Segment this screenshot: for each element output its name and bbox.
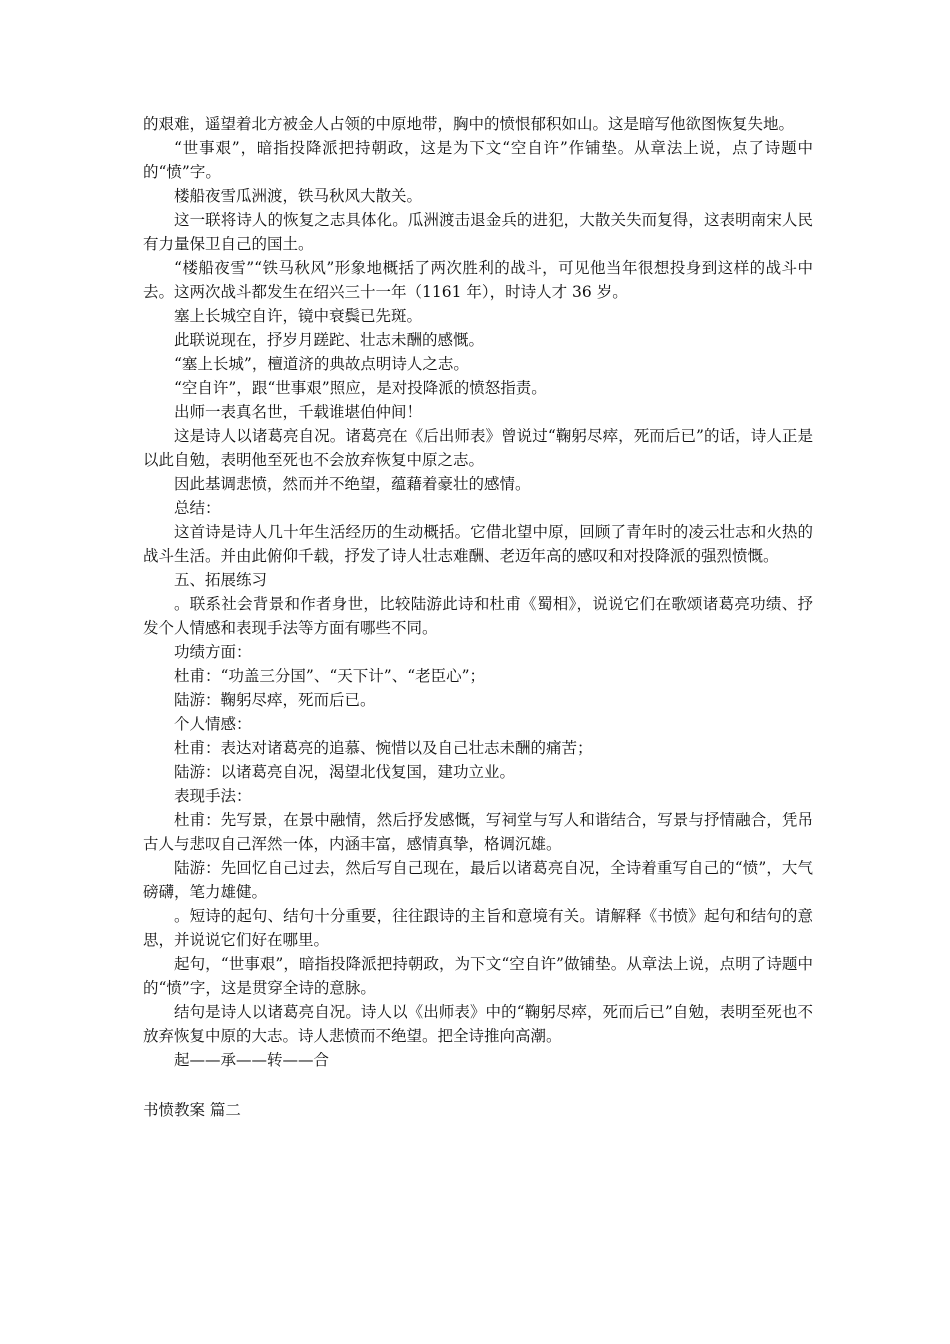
- paragraph: 陆游：先回忆自己过去，然后写自己现在，最后以诸葛亮自况，全诗着重写自己的“愤”，大气磅礴，笔力雄健。: [143, 859, 813, 901]
- paragraph: 出师一表真名世，千载谁堪伯仲间！: [174, 403, 423, 421]
- paragraph: 总结：: [174, 499, 221, 517]
- paragraph: 陆游：以诸葛亮自况，渴望北伐复国，建功立业。: [174, 763, 516, 781]
- section-heading: 书愤教案 篇二: [143, 1101, 241, 1119]
- paragraph: 杜甫：表达对诸葛亮的追慕、惋惜以及自己壮志未酬的痛苦；: [174, 739, 593, 757]
- paragraph: 五、拓展练习: [174, 571, 268, 589]
- paragraph: 楼船夜雪瓜洲渡，铁马秋风大散关。: [174, 187, 423, 205]
- paragraph: 这一联将诗人的恢复之志具体化。瓜洲渡击退金兵的进犯，大散关失而复得，这表明南宋人民有力量保卫自己的国土。: [143, 211, 813, 253]
- paragraph: 功绩方面：: [174, 643, 252, 661]
- paragraph: 的艰难，遥望着北方被金人占领的中原地带，胸中的愤恨郁积如山。这是暗写他欲图恢复失地。: [143, 115, 795, 133]
- paragraph: 这是诗人以诸葛亮自况。诸葛亮在《后出师表》曾说过“鞠躬尽瘁，死而后已”的话，诗人正是以此自勉，表明他至死也不会放弃恢复中原之志。: [143, 427, 813, 469]
- paragraph: 杜甫：“功盖三分国”、“天下计”、“老臣心”；: [174, 667, 486, 685]
- paragraph: 。短诗的起句、结句十分重要，往往跟诗的主旨和意境有关。请解释《书愤》起句和结句的意思，并说说它们好在哪里。: [143, 907, 813, 949]
- paragraph: “塞上长城”，檀道济的典故点明诗人之志。: [174, 355, 469, 373]
- paragraph: 塞上长城空自许，镜中衰鬓已先斑。: [174, 307, 423, 325]
- paragraph: 结句是诗人以诸葛亮自况。诗人以《出师表》中的“鞠躬尽瘁，死而后已”自勉，表明至死也不放弃恢复中原的大志。诗人悲愤而不绝望。把全诗推向高潮。: [143, 1003, 813, 1045]
- paragraph: 陆游：鞠躬尽瘁，死而后已。: [174, 691, 376, 709]
- paragraph: 起——承——转——合: [174, 1051, 330, 1069]
- document-body: [143, 112, 813, 1122]
- paragraph: 表现手法：: [174, 787, 252, 805]
- paragraph: 。联系社会背景和作者身世，比较陆游此诗和杜甫《蜀相》，说说它们在歌颂诸葛亮功绩、抒发个人情感和表现手法等方面有哪些不同。: [143, 595, 813, 637]
- paragraph: 杜甫：先写景，在景中融情，然后抒发感慨，写祠堂与写人和谐结合，写景与抒情融合，凭吊古人与悲叹自己浑然一体，内涵丰富，感情真挚，格调沉雄。: [143, 811, 813, 853]
- paragraph: 因此基调悲愤，然而并不绝望，蕴藉着豪壮的感情。: [174, 475, 531, 493]
- paragraph: 此联说现在，抒岁月蹉跎、壮志未酬的感慨。: [174, 331, 485, 349]
- paragraph: 个人情感：: [174, 715, 252, 733]
- paragraph: 这首诗是诗人几十年生活经历的生动概括。它借北望中原，回顾了青年时的凌云壮志和火热的战斗生活。并由此俯仰千载，抒发了诗人壮志难酬、老迈年高的感叹和对投降派的强烈愤慨。: [143, 523, 813, 565]
- paragraph: “楼船夜雪”“铁马秋风”形象地概括了两次胜利的战斗，可见他当年很想投身到这样的战斗中去。这两次战斗都发生在绍兴三十一年（1161 年），时诗人才 36 岁。: [143, 259, 813, 301]
- paragraph: 起句，“世事艰”，暗指投降派把持朝政，为下文“空自许”做铺垫。从章法上说，点明了诗题中的“愤”字，这是贯穿全诗的意脉。: [143, 955, 813, 997]
- paragraph: “空自许”，跟“世事艰”照应，是对投降派的愤怒指责。: [174, 379, 547, 397]
- paragraph: “世事艰”，暗指投降派把持朝政，这是为下文“空自许”作铺垫。从章法上说，点了诗题中的“愤”字。: [143, 139, 813, 181]
